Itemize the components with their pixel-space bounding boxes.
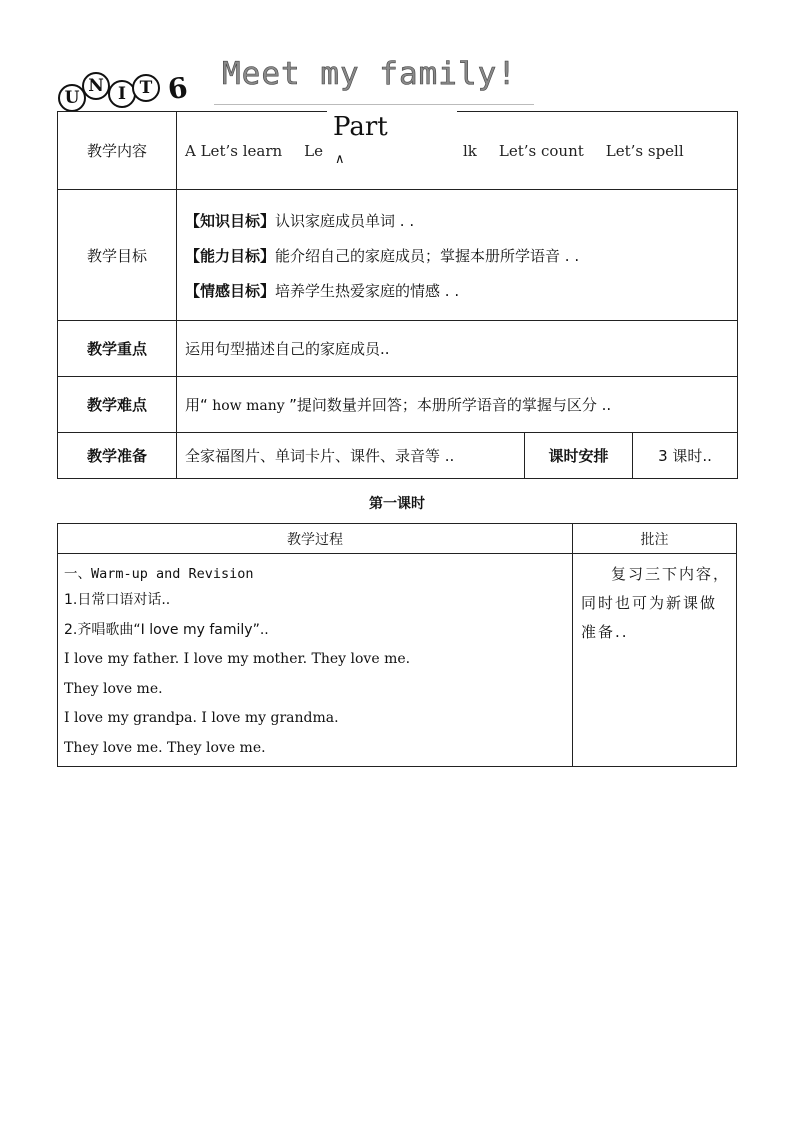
process-note-cell: 复习三下内容，同时也可为新课做准备..	[573, 554, 737, 767]
difficulties-cell	[177, 377, 738, 433]
preparation-text: 全家福图片、单词卡片、课件、录音等 ..	[177, 433, 525, 479]
unit-letter-n: N	[82, 72, 110, 100]
title-underline	[214, 104, 534, 105]
goal-emotion	[185, 280, 729, 301]
teaching-content-cell	[177, 112, 738, 190]
teaching-goals-cell	[177, 190, 738, 321]
key-points-text: 运用句型描述自己的家庭成员..	[177, 321, 738, 377]
process-line-song: 2.齐唱歌曲“I love my family”..	[64, 621, 269, 638]
label-preparation: 教学准备	[58, 433, 177, 479]
process-header-row	[58, 524, 737, 554]
content-item-lets-talk-partial: lk	[463, 141, 477, 160]
section-title-first-lesson: 第一课时	[369, 496, 425, 512]
process-line-lyric-2: They love me.	[64, 680, 163, 697]
unit-number: 6	[165, 70, 190, 107]
unit-letter-t: T	[132, 74, 160, 102]
process-line-lyric-1: I love my father. I love my mother. They love me.	[64, 651, 411, 667]
process-line-dialogue: 1.日常口语对话..	[64, 592, 171, 608]
label-teaching-goals: 教学目标	[58, 190, 177, 321]
row-difficulties	[58, 377, 738, 433]
process-content-cell	[58, 554, 573, 767]
caret-mark: ∧	[335, 152, 345, 167]
teaching-process-table	[57, 523, 737, 767]
content-item-lets-spell: Let’s spell	[605, 141, 684, 160]
goal-knowledge-tag: 【知识目标】	[185, 211, 276, 230]
goal-ability	[185, 245, 729, 266]
content-item-lets-learn: A Let’s learn	[185, 141, 283, 160]
unit-letter-u: U	[58, 84, 86, 112]
goal-emotion-text: 培养学生热爱家庭的情感 . .	[275, 281, 460, 300]
goal-emotion-tag: 【情感目标】	[185, 281, 276, 300]
goal-ability-tag: 【能力目标】	[185, 246, 276, 265]
content-item-lets-partial: Le	[304, 141, 323, 160]
goal-ability-text: 能介绍自己的家庭成员；掌握本册所学语音 . .	[275, 246, 580, 265]
label-difficulties: 教学难点	[58, 377, 177, 433]
schedule-value: 3 课时..	[633, 433, 738, 479]
header-notes: 批注	[573, 524, 737, 554]
label-teaching-content: 教学内容	[58, 112, 177, 190]
header-teaching-process: 教学过程	[58, 524, 573, 554]
unit-logo	[56, 64, 196, 114]
lesson-title: Meet my family!	[222, 56, 517, 92]
row-preparation	[58, 433, 738, 479]
part-label: Part	[333, 112, 388, 142]
content-items	[185, 142, 729, 160]
difficulties-text-after: ”提问数量并回答；本册所学语音的掌握与区分 ..	[289, 396, 612, 414]
goal-knowledge-text: 认识家庭成员单词 . .	[275, 211, 415, 230]
label-key-points: 教学重点	[58, 321, 177, 377]
unit-letter-i: I	[108, 80, 136, 108]
lesson-info-table	[57, 111, 738, 479]
row-key-points	[58, 321, 738, 377]
difficulties-text-quote: how many	[207, 398, 290, 414]
row-teaching-goals	[58, 190, 738, 321]
goal-knowledge	[185, 210, 729, 231]
process-line-warmup: 一、Warm-up and Revision	[64, 566, 254, 582]
process-line-lyric-4: They love me. They love me.	[64, 739, 266, 756]
label-schedule: 课时安排	[525, 433, 633, 479]
difficulties-text-before: 用“	[185, 396, 208, 414]
process-line-lyric-3: I love my grandpa. I love my grandma.	[64, 710, 339, 726]
row-teaching-content	[58, 112, 738, 190]
process-body-row	[58, 554, 737, 767]
content-item-lets-count: Let’s count	[498, 141, 584, 160]
